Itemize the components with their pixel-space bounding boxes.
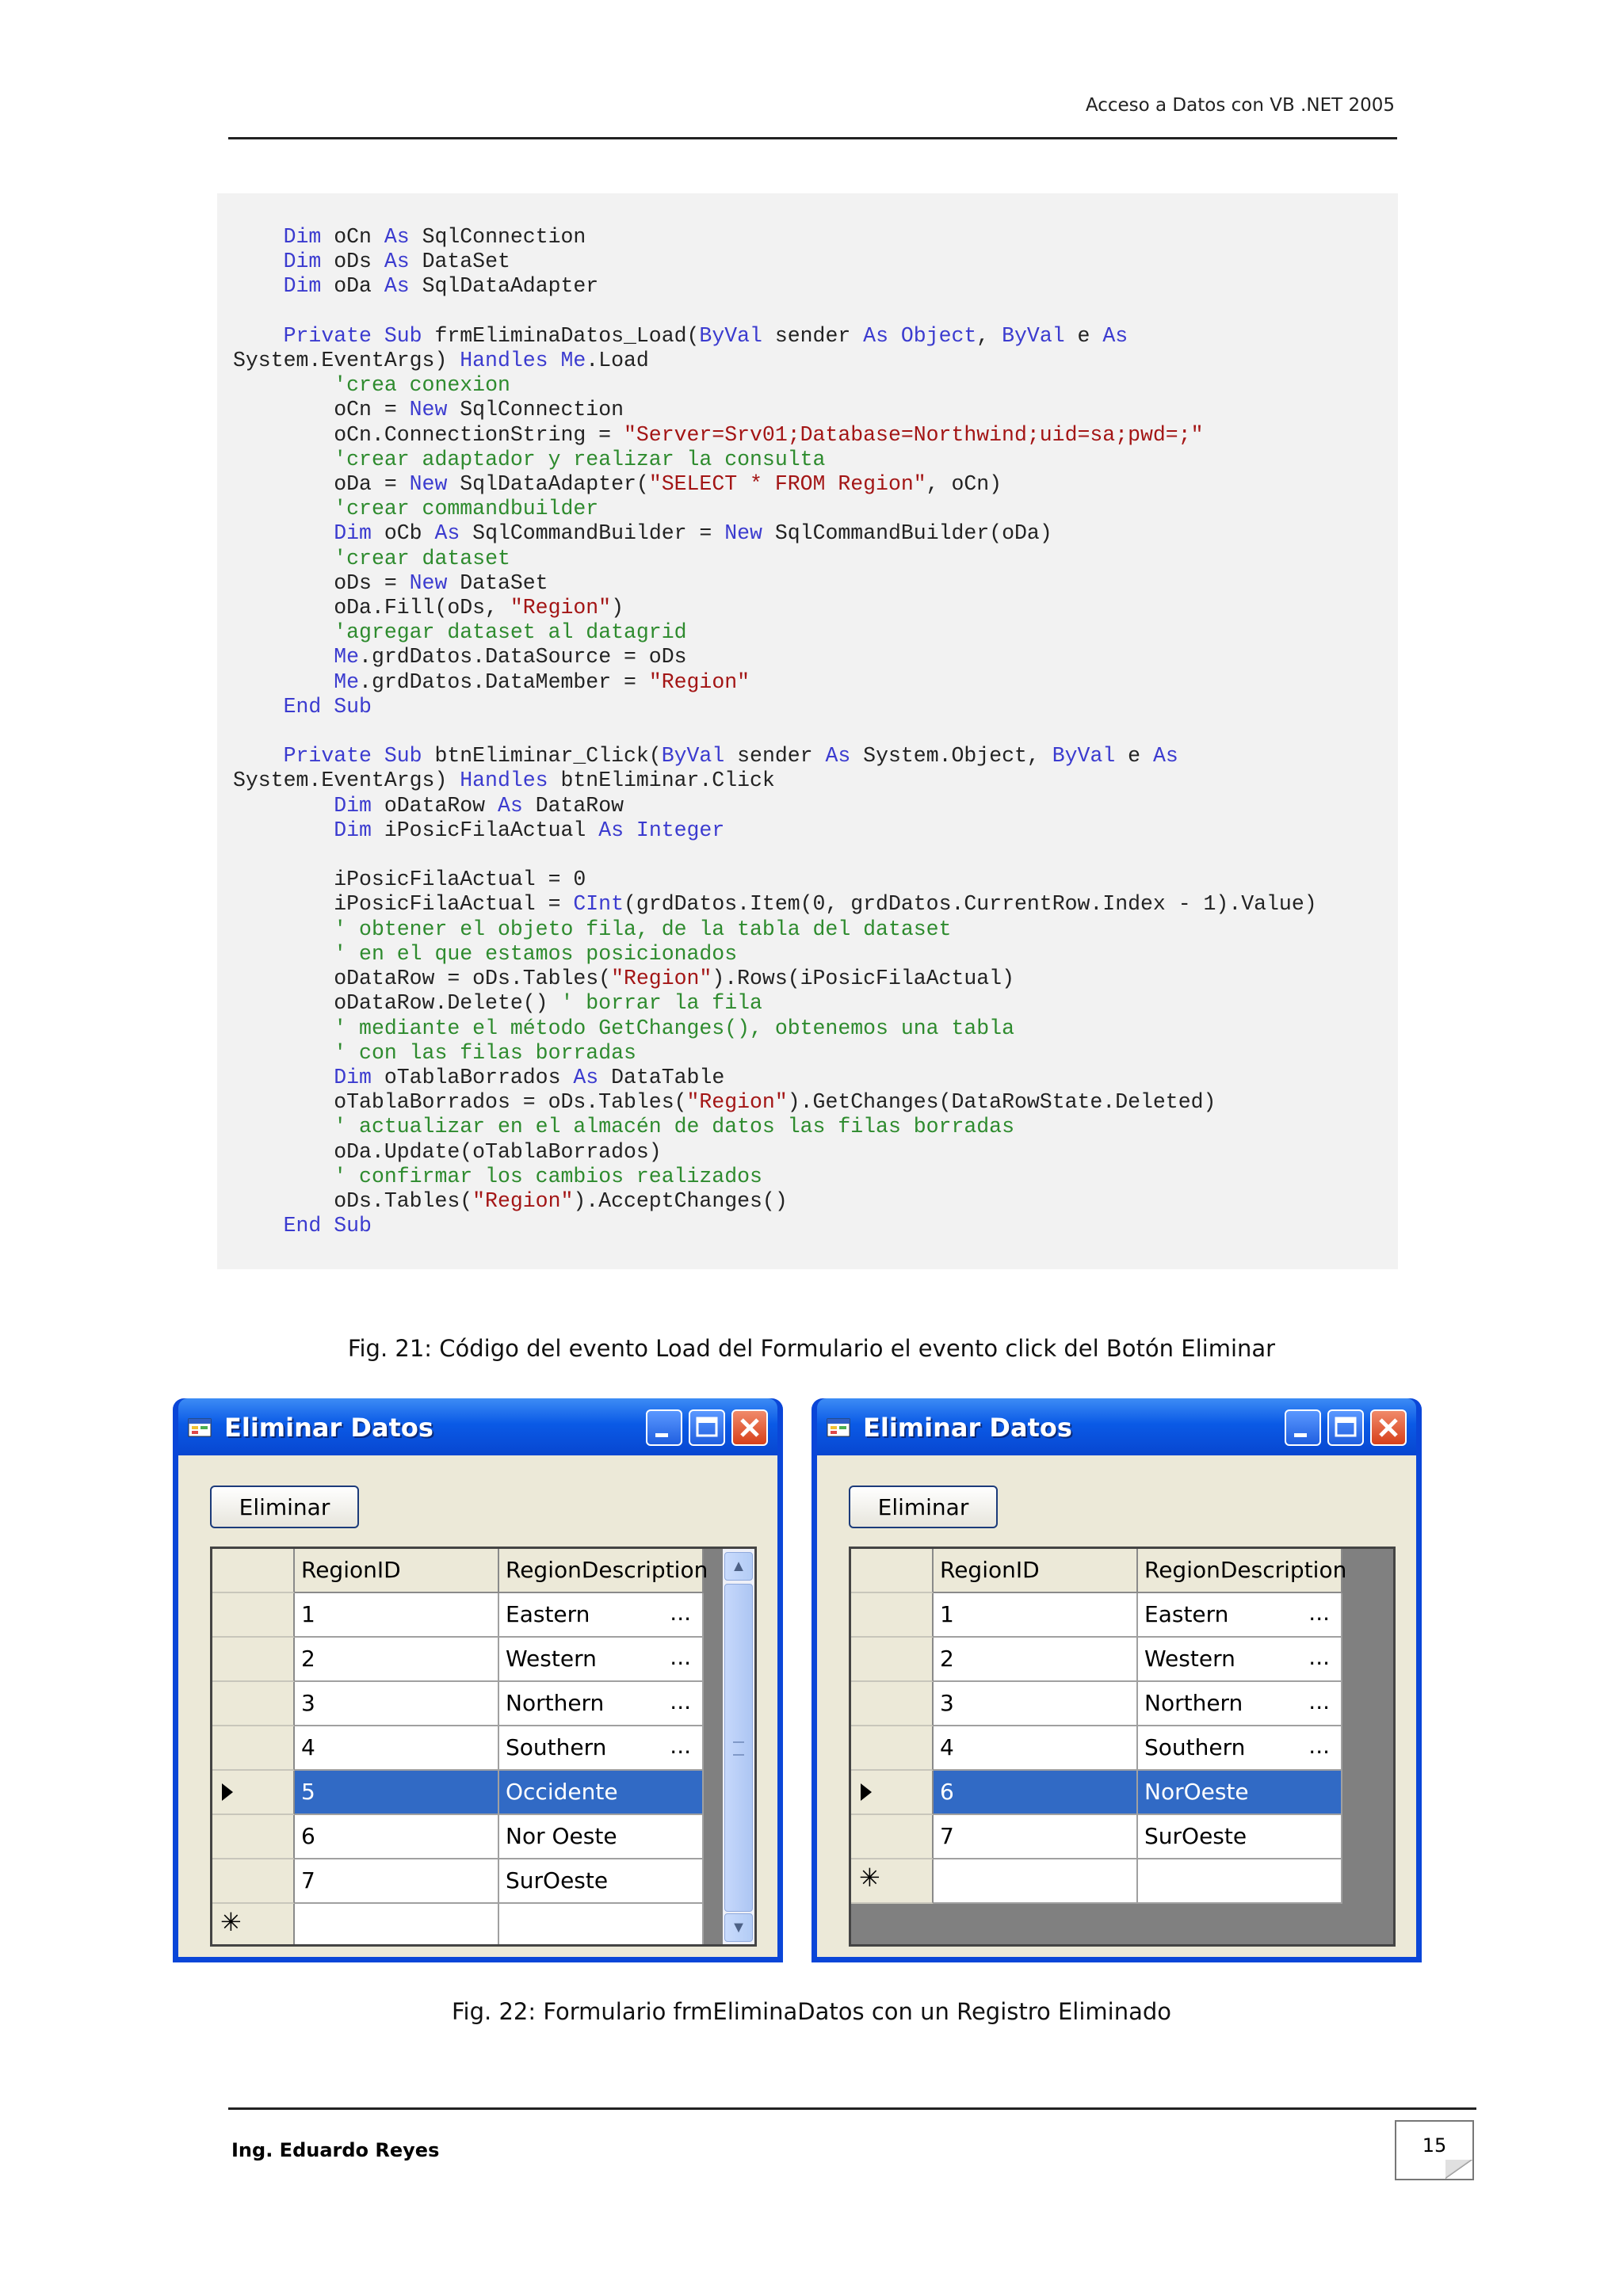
cell-text: Nor Oeste [506,1823,617,1849]
close-button[interactable] [1370,1409,1407,1446]
window-client [817,1455,1416,1957]
code-token: ByVal [699,323,762,348]
row-header[interactable] [212,1859,295,1904]
header-divider [228,137,1397,139]
maximize-icon [1329,1411,1362,1444]
code-token: ByVal [1002,323,1065,348]
cell-ellipsis: ... [1308,1733,1330,1759]
code-token: ).AcceptChanges() [573,1188,788,1213]
minimize-button[interactable] [646,1409,682,1446]
row-header[interactable] [851,1593,934,1638]
code-token: oDs [321,250,384,274]
window-after-delete [812,1398,1422,1962]
code-token [233,744,284,768]
code-token: (grdDatos.Item(0, grdDatos.CurrentRow.Index - 1).Value) [624,892,1317,917]
cell-text: SurOeste [1144,1823,1247,1849]
column-header-regiondescription[interactable]: RegionDescription [1138,1549,1342,1593]
table-cell[interactable] [934,1859,1138,1904]
code-token: , [976,323,1002,348]
row-header[interactable] [851,1771,934,1815]
code-token: oDataRow [371,793,498,818]
code-token: 'crea conexion [334,373,510,398]
cell-region-description[interactable] [499,1771,704,1815]
code-token: ' obtener el objeto fila, de la tabla del dataset [334,917,952,941]
minimize-button[interactable] [1285,1409,1321,1446]
delete-button[interactable]: Eliminar [210,1486,359,1528]
window-titlebar[interactable] [178,1398,777,1455]
close-icon [1372,1411,1405,1444]
app-icon [188,1416,212,1440]
code-token: frmEliminaDatos_Load( [422,323,700,348]
cell-text: Eastern [1144,1601,1229,1627]
window-before-delete [173,1398,783,1962]
cell-ellipsis: ... [1308,1600,1330,1626]
cell-text: NorOeste [1144,1779,1249,1805]
cell-region-id[interactable]: 5 [295,1771,499,1815]
code-token: Dim [334,521,372,546]
window-title: Eliminar Datos [224,1413,433,1443]
table-row[interactable] [212,1771,704,1815]
code-token: e [1115,744,1153,769]
table-row[interactable] [851,1593,1342,1638]
code-token: As [434,521,460,546]
code-token: DataSet [409,250,510,274]
code-token: New [724,521,762,546]
code-token: "Region" [611,967,712,991]
new-row-marker-icon: ✳ [220,1907,242,1937]
cell-region-description[interactable] [499,1815,704,1859]
cell-region-description[interactable] [1138,1815,1342,1859]
code-token: As [384,225,410,249]
code-token: oDs.Tables( [233,1188,473,1213]
cell-region-id[interactable]: 6 [295,1815,499,1859]
code-token: ' con las filas borradas [334,1040,636,1065]
cell-region-id[interactable]: 2 [934,1638,1138,1682]
code-token: Private Sub [283,744,422,769]
close-icon [733,1411,766,1444]
code-token: iPosicFilaActual = 0 [233,868,586,892]
code-token [233,1214,284,1238]
current-row-arrow-icon [222,1783,233,1801]
code-token: As [1152,744,1178,769]
code-token: 'crear dataset [334,546,510,570]
code-token: SqlCommandBuilder(oDa) [762,521,1052,546]
code-token: Dim [334,793,372,818]
cell-text: Southern [506,1734,607,1760]
grid-header-row [851,1549,1347,1593]
column-header-regiondescription[interactable]: RegionDescription [499,1549,704,1593]
code-token: oTablaBorrados = oDs.Tables( [233,1090,687,1115]
cell-region-id[interactable]: 7 [295,1859,499,1904]
app-icon [827,1416,850,1440]
data-grid[interactable] [849,1547,1396,1947]
cell-region-description[interactable] [499,1726,704,1771]
code-token: oDs = [233,570,410,595]
table-row[interactable] [851,1771,1342,1815]
code-token: "SELECT * FROM Region" [648,472,926,497]
figure-caption-21: Fig. 21: Código del evento Load del Formulario el evento click del Botón Eliminar [347,1335,1276,1362]
table-row[interactable] [212,1726,704,1771]
code-token [233,794,334,818]
code-token: As Object [863,323,977,348]
code-token [233,818,334,842]
code-token: sender [762,323,864,348]
code-token [233,1115,334,1138]
code-token: As [825,744,851,769]
current-row-arrow-icon [861,1783,872,1801]
code-token: As [384,274,410,299]
cell-region-description[interactable] [1138,1726,1342,1771]
cell-ellipsis: ... [670,1688,691,1714]
code-token: oCb [371,521,435,546]
code-token: Dim [283,250,322,274]
code-token: CInt [573,892,624,917]
code-token: ' confirmar los cambios realizados [334,1164,762,1188]
chevron-down-icon: ▼ [731,1919,747,1936]
code-listing [233,225,1317,1238]
code-token: e [1064,323,1103,348]
cell-text: Occidente [506,1779,618,1805]
code-token [233,373,334,397]
column-header-regionid[interactable]: RegionID [934,1549,1138,1593]
code-token: "Server=Srv01;Database=Northwind;uid=sa;pwd=;" [623,422,1204,447]
code-token: SqlCommandBuilder = [460,521,725,546]
cell-region-id[interactable]: 4 [934,1726,1138,1771]
new-row[interactable] [212,1904,704,1947]
code-token: As [384,250,410,274]
maximize-icon [690,1411,724,1444]
cell-region-id[interactable]: 4 [295,1726,499,1771]
cell-region-id[interactable]: 6 [934,1771,1138,1815]
chevron-up-icon: ▲ [731,1558,747,1575]
cell-region-description[interactable] [1138,1771,1342,1815]
code-token [233,695,284,719]
data-grid[interactable] [210,1547,757,1947]
cell-ellipsis: ... [670,1733,691,1759]
window-titlebar[interactable] [817,1398,1416,1455]
code-token: oDataRow.Delete() [233,991,561,1016]
code-token: 'crear commandbuilder [334,497,599,521]
new-row-marker-icon: ✳ [859,1863,880,1893]
code-token: As [1102,323,1128,348]
page-number: 15 [1422,2134,1447,2157]
page-header-title: Acceso a Datos con VB .NET 2005 [1085,95,1395,116]
code-token [233,1165,334,1188]
window-client [178,1455,777,1957]
code-token: oDa = [233,472,410,497]
code-token: oCn.ConnectionString = [233,422,624,447]
cell-region-description[interactable] [499,1638,704,1682]
code-token: System.EventArgs) [233,769,460,793]
row-header[interactable] [212,1638,295,1682]
code-token: btnEliminar.Click [548,769,775,793]
code-token [233,1041,334,1065]
cell-region-id[interactable]: 2 [295,1638,499,1682]
code-token: Dim [334,1065,372,1089]
code-token: As [573,1065,599,1089]
grid-header-row [212,1549,708,1593]
code-token: System.Object, [850,744,1052,769]
code-token [233,942,334,966]
code-token: ByVal [661,744,725,769]
cell-region-description[interactable] [1138,1593,1342,1638]
code-token: .grdDatos.DataSource = oDs [359,645,687,669]
grid-corner [212,1549,295,1593]
cell-ellipsis: ... [670,1644,691,1670]
row-header[interactable] [212,1904,295,1947]
row-header[interactable] [851,1815,934,1859]
code-token: ).Rows(iPosicFilaActual) [712,967,1014,991]
code-token: iPosicFilaActual = [233,892,574,917]
minimize-icon [647,1411,681,1444]
code-token [233,250,284,273]
cell-text: Southern [1144,1734,1246,1760]
cell-region-description[interactable] [1138,1638,1342,1682]
code-token: oTablaBorrados [371,1065,574,1089]
minimize-icon [1286,1411,1319,1444]
row-header[interactable] [851,1726,934,1771]
code-token: sender [724,744,826,769]
cell-region-description[interactable] [499,1593,704,1638]
row-header[interactable] [851,1682,934,1726]
code-token: "Region" [686,1090,788,1115]
cell-region-id[interactable]: 3 [934,1682,1138,1726]
code-token: DataRow [522,793,624,818]
code-token: ' borrar la fila [560,991,762,1016]
code-token: Dim [334,818,372,842]
code-token: SqlDataAdapter( [447,472,649,497]
code-token: System.EventArgs) [233,349,460,373]
code-token: New [409,398,448,422]
delete-button[interactable]: Eliminar [849,1486,998,1528]
scroll-down-button[interactable] [724,1913,753,1942]
code-token: End Sub [283,694,372,719]
cell-region-id[interactable]: 1 [295,1593,499,1638]
code-token: 'agregar dataset al datagrid [334,620,687,645]
footer-divider [228,2107,1476,2110]
code-token: 'crear adaptador y realizar la consulta [334,447,826,471]
code-token [233,670,334,694]
code-token [233,917,334,941]
code-token [233,547,334,570]
code-token: New [409,570,448,595]
code-token: SqlConnection [409,225,586,249]
table-cell[interactable] [295,1904,499,1947]
code-token: New [409,472,448,497]
code-token: .Load [586,349,649,373]
code-token: oDa [321,274,384,299]
column-header-regionid[interactable]: RegionID [295,1549,499,1593]
window-title: Eliminar Datos [863,1413,1072,1443]
code-token: Private Sub [283,323,422,348]
code-token: Handles Me [460,349,586,373]
table-cell[interactable] [1138,1859,1342,1904]
code-token: Handles [460,769,548,793]
code-token [233,1066,334,1089]
code-token: iPosicFilaActual [371,818,599,842]
cell-text: Northern [1144,1690,1243,1716]
code-token [233,274,284,298]
cell-ellipsis: ... [670,1600,691,1626]
table-row[interactable] [851,1638,1342,1682]
scrollbar-thumb[interactable] [724,1584,753,1912]
cell-region-description[interactable] [1138,1682,1342,1726]
code-token: Dim [283,225,322,249]
cell-text: SurOeste [506,1867,609,1894]
grid-corner [851,1549,934,1593]
row-header[interactable] [212,1815,295,1859]
scroll-up-button[interactable] [724,1552,753,1581]
table-row[interactable] [851,1815,1342,1859]
code-token: oDa.Fill(oDs, [233,596,510,620]
code-token: oDa.Update(oTablaBorrados) [233,1139,662,1164]
code-token: ' mediante el método GetChanges(), obtenemos una tabla [334,1016,1014,1040]
cell-region-description[interactable] [499,1859,704,1904]
code-token: Dim [283,274,322,299]
code-token: End Sub [283,1214,372,1238]
code-token [233,620,334,644]
code-token [233,645,334,669]
cell-region-id[interactable]: 7 [934,1815,1138,1859]
page-curl-icon [1445,2160,1472,2179]
code-token [233,497,334,521]
table-row[interactable] [851,1682,1342,1726]
cell-text: Western [1144,1646,1235,1672]
code-token: "Region" [510,596,612,620]
row-header[interactable] [212,1682,295,1726]
code-token: oCn [321,225,384,249]
code-token [233,1016,334,1040]
table-row[interactable] [851,1726,1342,1771]
code-token [233,225,284,249]
code-block [217,193,1398,1269]
page-number-box [1395,2120,1474,2180]
code-token [233,324,284,348]
code-token: , oCn) [926,472,1002,497]
cell-ellipsis: ... [1308,1644,1330,1670]
footer-author: Ing. Eduardo Reyes [231,2139,440,2161]
row-header[interactable] [851,1859,934,1904]
vertical-scrollbar[interactable] [723,1549,754,1944]
code-token: Me [334,669,360,694]
cell-region-id[interactable]: 1 [934,1593,1138,1638]
code-token [233,448,334,471]
table-row[interactable] [212,1593,704,1638]
code-token: DataTable [598,1065,725,1089]
code-token [233,521,334,545]
close-button[interactable] [731,1409,768,1446]
table-row[interactable] [212,1638,704,1682]
code-token: SqlConnection [447,398,624,422]
code-token: Me [334,645,360,669]
row-header[interactable] [212,1771,295,1815]
code-token: ' en el que estamos posicionados [334,941,738,966]
code-token: SqlDataAdapter [409,274,599,299]
table-cell[interactable] [499,1904,704,1947]
maximize-button[interactable] [1327,1409,1364,1446]
code-token: ByVal [1052,744,1116,769]
row-header[interactable] [212,1726,295,1771]
cell-region-id[interactable]: 3 [295,1682,499,1726]
table-row[interactable] [212,1859,704,1904]
row-header[interactable] [212,1593,295,1638]
code-token: btnEliminar_Click( [422,744,662,769]
table-row[interactable] [212,1815,704,1859]
maximize-button[interactable] [689,1409,725,1446]
code-token: As Integer [598,818,725,842]
code-token: oCn = [233,398,410,422]
code-token: As [497,793,523,818]
new-row[interactable] [851,1859,1342,1904]
code-token: "Region" [648,669,750,694]
cell-text: Northern [506,1690,605,1716]
grip-icon [733,1741,744,1756]
table-row[interactable] [212,1682,704,1726]
code-token: oDataRow = oDs.Tables( [233,967,612,991]
row-header[interactable] [851,1638,934,1682]
code-token: "Region" [472,1188,574,1213]
code-token: ' actualizar en el almacén de datos las filas borradas [334,1115,1014,1139]
cell-text: Eastern [506,1601,590,1627]
code-token: ).GetChanges(DataRowState.Deleted) [787,1090,1216,1115]
code-token: ) [611,596,624,620]
code-token: .grdDatos.DataMember = [359,669,649,694]
figure-caption-22: Fig. 22: Formulario frmEliminaDatos con un Registro Eliminado [451,1998,1172,2025]
code-token: DataSet [447,570,548,595]
cell-text: Western [506,1646,597,1672]
cell-ellipsis: ... [1308,1688,1330,1714]
cell-region-description[interactable] [499,1682,704,1726]
